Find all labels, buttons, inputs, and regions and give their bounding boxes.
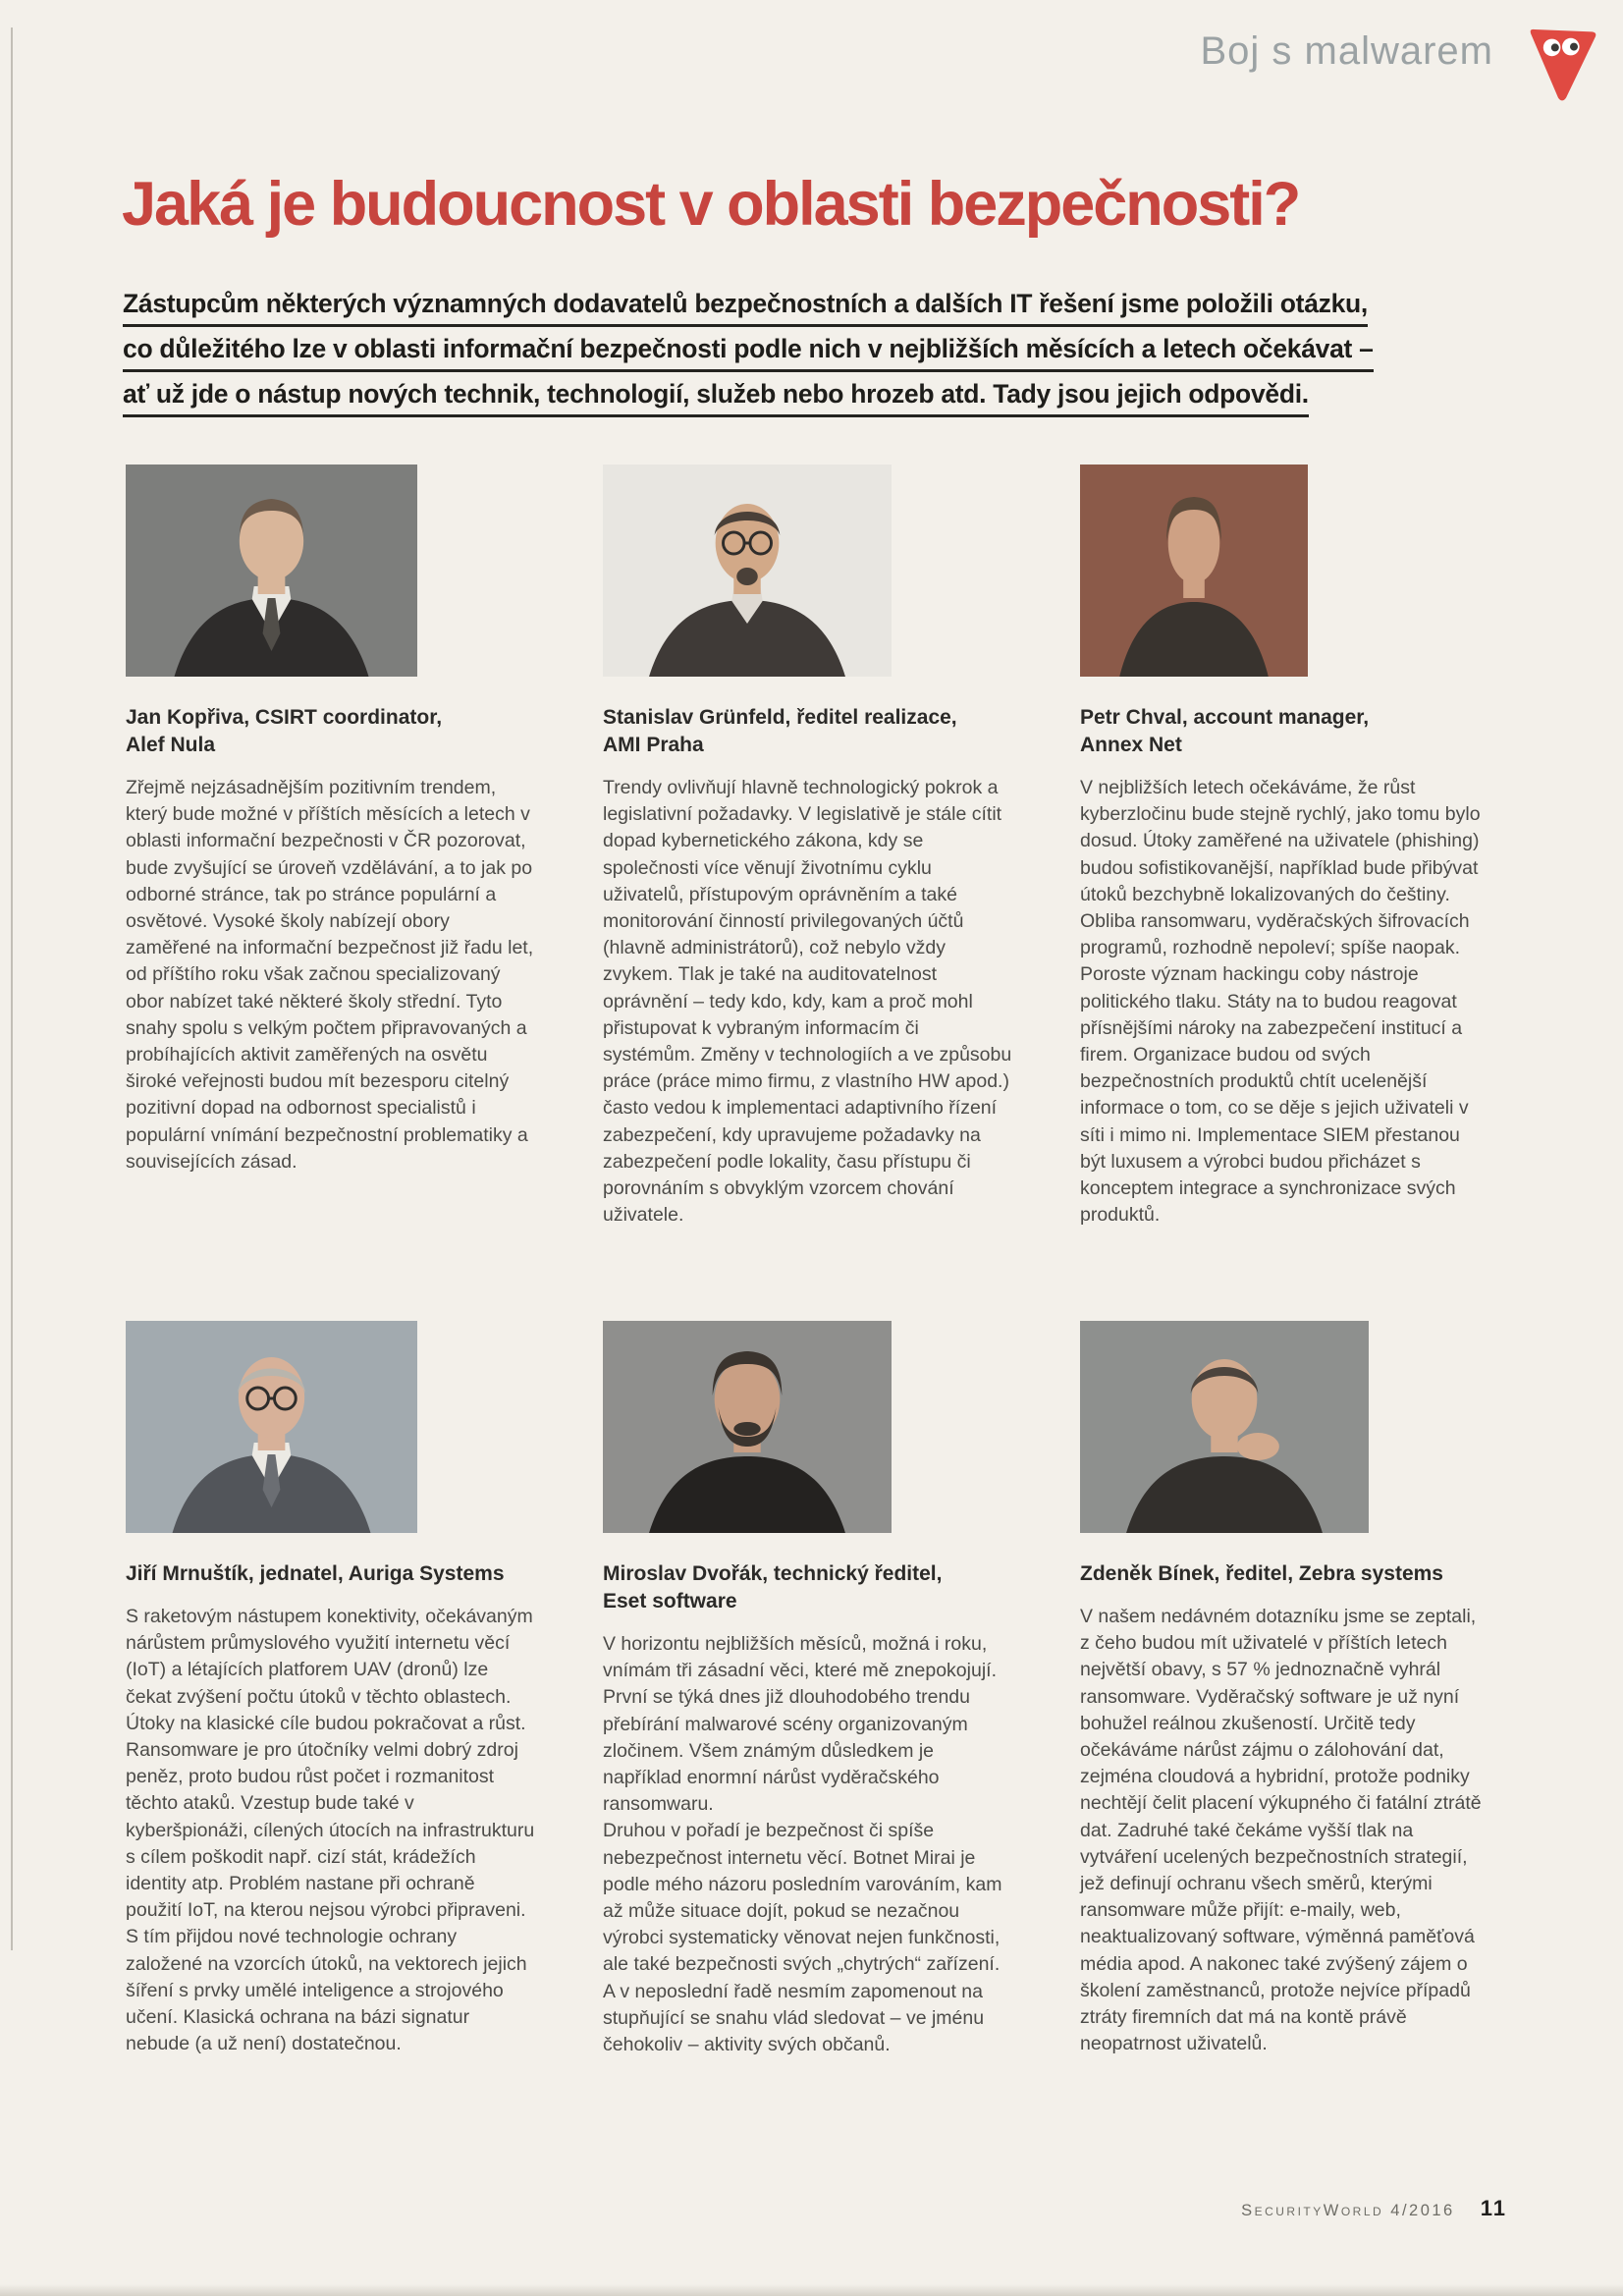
profile-card-jiri-mrnustik (126, 1321, 535, 2058)
magazine-issue: SecurityWorld 4/2016 (1241, 2202, 1455, 2219)
scan-shadow (0, 2284, 1623, 2296)
profile-name-line: Jan Kopřiva, CSIRT coordinator, (126, 706, 443, 729)
page-footer (1241, 2196, 1507, 2221)
profile-photo (1080, 465, 1308, 677)
avatar-illustration (603, 465, 892, 677)
avatar-hand (1237, 1433, 1279, 1460)
profile-name (1080, 1560, 1489, 1588)
paragraph: V našem nedávném dotazníku jsme se zeptali, z čeho budou mít uživatelé v příštích letech největší obavy, s 57 % jednoznačně vyhrál ransomware. Vyděračský software je už nyní bohužel reálnou zkušeností. Určitě tedy očekáváme nárůst zájmu o zálohování dat, zejména cloudová a hybridní, protože podniky nechtějí čelit placení výkupného či fatální ztrátě dat. Zadruhé také čekáme vyšší tlak na vytváření ucelených bezpečnostních strategií, jež definují ochranu všech směrů, kterými ransomware může přijít: e-maily, web, neaktualizovaný software, výměnná paměťová média apod. A nakonec také zvýšený zájem o školení zaměstnanců, protože nejvíce případů ztráty firemních dat má na kontě právě neopatrnost uživatelů. (1080, 1606, 1482, 2055)
profile-name-line: Eset software (603, 1590, 737, 1613)
avatar-illustration (1080, 1321, 1369, 1533)
profile-name (126, 704, 535, 759)
logo-pupil-right (1570, 43, 1578, 51)
profiles-row-1 (126, 465, 1500, 1229)
paragraph: V horizontu nejbližších měsíců, možná i roku, vnímám tři zásadní věci, které mě znepokojují. První se týká dnes již dlouhodobého trendu přebírání malwarové scény organizovaným zločinem. Všem známým důsledkem je například enormní nárůst vyděračského ransomwaru. (603, 1633, 997, 1816)
page-title: Jaká je budoucnost v oblasti bezpečnosti? (122, 170, 1300, 239)
page-number: 11 (1480, 2196, 1507, 2220)
profile-photo (126, 465, 417, 677)
avatar-goatee (736, 568, 758, 585)
profile-name (126, 1560, 535, 1588)
profile-text (1080, 775, 1489, 1229)
profile-card-zdenek-binek (1080, 1321, 1489, 2058)
profile-text (126, 775, 535, 1175)
profile-card-jan-kopriva (126, 465, 535, 1229)
paragraph: Trendy ovlivňují hlavně technologický pokrok a legislativní požadavky. V legislativě je stále cítit dopad kybernetického zákona, kdy se společnosti více věnují životnímu cyklu uživatelů, přístupovým oprávněním a také monitorování činností privilegovaných účtů (hlavně administrátorů), což nebylo vždy zvykem. Tlak je také na auditovatelnost oprávnění – tedy kdo, kdy, kam a proč mohl přistupovat k vybraným informacím či systémům. Změny v technologiích a ve způsobu práce (práce mimo firmu, z vlastního HW apod.) často vedou k implementaci adaptivního řízení zabezpečení, kdy upravujeme požadavky na zabezpečení podle lokality, času přístupu či porovnáním s obvyklým vzorcem chování uživatele. (603, 777, 1012, 1227)
intro-paragraph (123, 289, 1374, 424)
logo-pupil-left (1551, 43, 1559, 51)
profile-text (603, 775, 1012, 1229)
paragraph: S raketovým nástupem konektivity, očekávaným nárůstem průmyslového využití internetu věcí (IoT) a létajících platforem UAV (dronů) lze čekat zvýšení počtu útoků v těchto oblastech. Útoky na klasické cíle budou pokračovat a růst. Ransomware je pro útočníky velmi dobrý zdroj peněz, proto budou růst počet i rozmanitost těchto ataků. Vzestup bude také v kyberšpionáži, cílených útocích na infrastrukturu s cílem poškodit např. cizí stát, krádežích identity atp. Problém nastane při ochraně použití IoT, na kterou nejsou výrobci připraveni. S tím přijdou nové technologie ochrany založené na vzorcích útoků, na vektorech jejich šíření s prvky umělé inteligence a strojového učení. Klasická ochrana na bázi signatur nebude (a už není) dostatečnou. (126, 1606, 535, 2055)
paragraph: A v neposlední řadě nesmím zapomenout na stupňující se snahu vlád sledovat – ve jménu čehokoliv – aktivity svých občanů. (603, 1980, 985, 2056)
profile-name-line: AMI Praha (603, 734, 704, 756)
profile-photo (603, 465, 892, 677)
logo-triangle (1531, 29, 1596, 101)
profile-text (1080, 1604, 1489, 2057)
avatar-illustration (603, 1321, 892, 1533)
profile-name-line: Petr Chval, account manager, (1080, 706, 1370, 729)
profile-photo (126, 1321, 417, 1533)
profile-name-line: Alef Nula (126, 734, 216, 756)
profile-card-petr-chval (1080, 465, 1489, 1229)
profile-photo (1080, 1321, 1369, 1533)
intro-line-3: ať už jde o nástup nových technik, technologií, služeb nebo hrozeb atd. Tady jsou jejich odpovědi. (123, 379, 1309, 417)
profile-name-line: Jiří Mrnuštík, jednatel, Auriga Systems (126, 1562, 505, 1585)
profile-text (603, 1631, 1012, 2058)
avatar-moustache (733, 1422, 760, 1436)
profile-name-line: Miroslav Dvořák, technický ředitel, (603, 1562, 943, 1585)
profile-name-line: Annex Net (1080, 734, 1182, 756)
profile-name (1080, 704, 1489, 759)
profile-name-line: Zdeněk Bínek, ředitel, Zebra systems (1080, 1562, 1443, 1585)
paragraph: Zřejmě nejzásadnějším pozitivním trendem, který bude možné v příštích měsících a letech v oblasti informační bezpečnosti v ČR pozorovat, bude zvyšující se úroveň vzdělávání, a to jak po odborné stránce, tak po stránce populární a osvětové. Vysoké školy nabízejí obory zaměřené na informační bezpečnost již řadu let, od příštího roku však začnou specializovaný obor nabízet také některé školy střední. Tyto snahy spolu s velkým počtem připravovaných a probíhajících aktivit zaměřených na osvětu široké veřejnosti budou mít bezesporu citelný pozitivní dopad na odbornost specialistů i populární vnímání bezpečnostní problematiky a souvisejících zásad. (126, 777, 534, 1173)
scan-edge (11, 27, 13, 1950)
profile-name (603, 1560, 1012, 1615)
profile-text (126, 1604, 535, 2057)
paragraph: V nejbližších letech očekáváme, že růst kyberzločinu bude stejně rychlý, jako tomu bylo dosud. Útoky zaměřené na uživatele (phishing) budou sofistikovanější, například bude přibývat útoků bezchybně lokalizovaných do češtiny. Obliba ransomwaru, vyděračských šifrovacích programů, rozhodně nepoleví; spíše naopak. Poroste význam hackingu coby nástroje politického tlaku. Státy na to budou reagovat přísnějšími nároky na zabezpečení institucí a firem. Organizace budou od svých bezpečnostních produktů chtít ucelenější informace o tom, co se děje s jejich uživateli v síti i mimo ni. Implementace SIEM přestanou být luxusem a výrobci budou přicházet s konceptem integrace a synchronizace svých produktů. (1080, 777, 1481, 1227)
profile-photo (603, 1321, 892, 1533)
malware-bug-triangle-icon (1523, 24, 1601, 106)
paragraph: Druhou v pořadí je bezpečnost či spíše nebezpečnost internetu věcí. Botnet Mirai je podle mého názoru posledním varováním, kam až může situace dojít, pokud se nezačnou výrobci systematicky věnovat nejen funkčnosti, ale také bezpečnosti svých „chytrých“ zařízení. (603, 1820, 1002, 1976)
profile-name (603, 704, 1012, 759)
profile-card-stanislav-grunfeld (603, 465, 1012, 1229)
intro-line-2: co důležitého lze v oblasti informační bezpečnosti podle nich v nejbližších měsících a letech očekávat – (123, 334, 1374, 372)
intro-line-1: Zástupcům některých významných dodavatelů bezpečnostních a dalších IT řešení jsme položili otázku, (123, 289, 1368, 327)
avatar-illustration (1080, 465, 1308, 677)
section-label: Boj s malwarem (1200, 29, 1493, 73)
avatar-illustration (126, 1321, 417, 1533)
profile-card-miroslav-dvorak (603, 1321, 1012, 2058)
profiles-row-2 (126, 1321, 1500, 2058)
profile-name-line: Stanislav Grünfeld, ředitel realizace, (603, 706, 957, 729)
avatar-illustration (126, 465, 417, 677)
